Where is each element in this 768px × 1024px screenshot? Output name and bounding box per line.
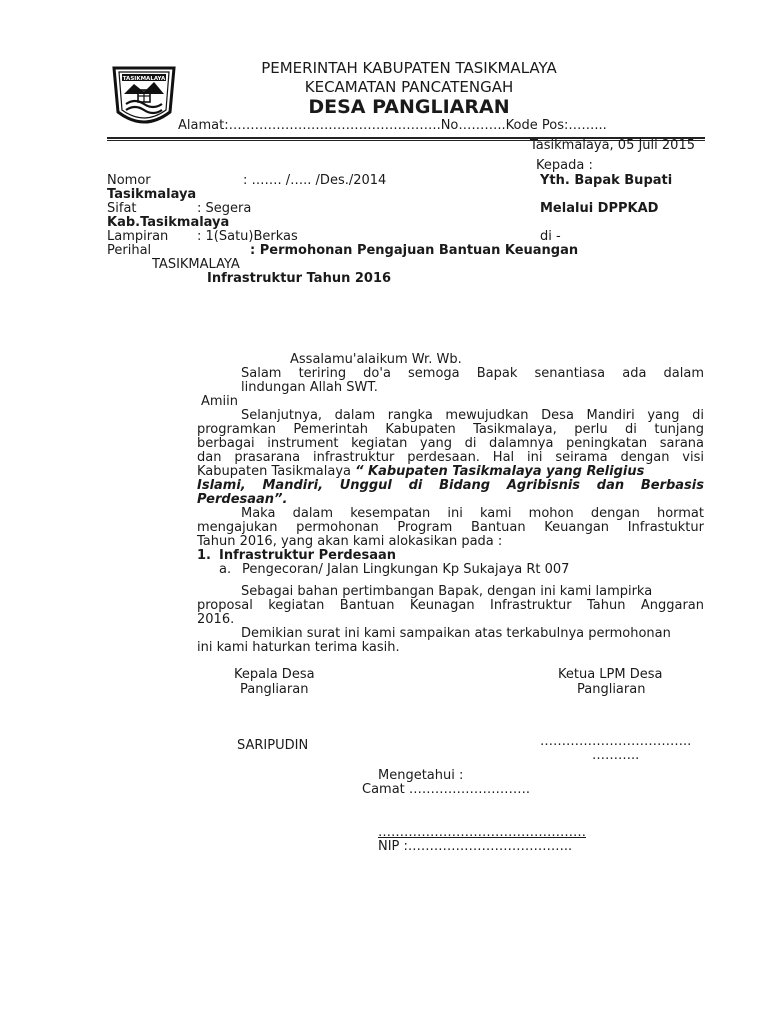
paragraph-2-vision-line: Islami, Mandiri, Unggul di Bidang Agribisnis dan Berbasis [197,478,704,493]
nomor-label: Nomor [107,173,151,188]
list-number: 1. [197,548,211,563]
emblem-label: TASIKMALAYA [122,76,166,82]
paragraph-3-line-2: mengajukan permohonan Program Bantuan Keuangan Infrastuktur [197,520,704,535]
camat-name-line: ………………………………………… [378,825,586,840]
nomor-value: : ……. /….. /Des./2014 [243,173,387,188]
list-title: Infrastruktur Perdesaan [219,548,397,563]
perihal-label: Perihal [107,243,152,258]
signature-right-title-2: Pangliaran [577,682,646,697]
signature-left-title-1: Kepala Desa [234,667,315,682]
paragraph-2-line-4: dan prasarana infrastruktur perdesaan. Hal ini seirama dengan visi [197,450,704,465]
paragraph-2-line-3: berbagai instrument kegiatan yang di dalamnya peningkatan sarana [197,436,704,451]
paragraph-1-line-3: Amiin [201,394,239,409]
letterhead-district: KECAMATAN PANCATENGAH [304,78,514,96]
paragraph-2-line-2: programkan Pemerintah Kabupaten Tasikmalaya, perlu di tunjang [197,422,704,437]
sifat-label: Sifat [107,201,137,216]
camat-title: Camat ………………………. [362,782,531,797]
letterhead-government: PEMERINTAH KABUPATEN TASIKMALAYA [261,59,557,77]
sifat-value: : Segera [197,201,252,216]
letterhead-village: DESA PANGLIARAN [308,96,510,118]
paragraph-2-line-5 [197,464,644,479]
lampiran-value: : 1(Satu)Berkas [197,229,298,244]
recipient-line-3-wrap: TASIKMALAYA [152,257,240,272]
paragraph-1-line-1: Salam teriring do'a semoga Bapak senantiasa ada dalam [241,366,704,381]
paragraph-1-line-2: lindungan Allah SWT. [241,380,378,395]
paragraph-4-line-2: proposal kegiatan Bantuan Keunagan Infrastruktur Tahun Anggaran [197,598,704,613]
lampiran-label: Lampiran [107,229,169,244]
acknowledged-label: Mengetahui : [378,768,464,783]
paragraph-2-vision-end: Perdesaan”. [197,492,288,507]
list-sub-text: Pengecoran/ Jalan Lingkungan Kp Sukajaya Rt 007 [242,562,570,577]
paragraph-4-line-3: 2016. [197,612,235,627]
signature-right-name-line-1: …………………………….. [540,734,692,749]
place-date: Tasikmalaya, 05 Juli 2015 [530,138,695,153]
perihal-value-continued: Infrastruktur Tahun 2016 [207,271,392,286]
camat-nip: NIP :……………………………….. [378,839,573,854]
regency-emblem-icon [108,60,180,132]
paragraph-5-line-1: Demikian surat ini kami sampaikan atas terkabulnya permohonan [241,626,671,641]
paragraph-5-line-2: ini kami haturkan terima kasih. [197,640,400,655]
signature-right-title-1: Ketua LPM Desa [558,667,663,682]
letterhead-address: Alamat:………………………………………….No………..Kode Pos:……... [178,118,607,133]
signature-right-name-line-2: ……….. [592,748,640,763]
paragraph-3-line-3: Tahun 2016, yang akan kami alokasikan pada : [197,534,503,549]
recipient-line-3: di - [540,229,561,244]
paragraph-2-vision-start: “ Kabupaten Tasikmalaya yang Religius [355,464,645,479]
paragraph-2-line-1: Selanjutnya, dalam rangka mewujudkan Desa Mandiri yang di [241,408,704,423]
signature-left-name: SARIPUDIN [237,738,309,753]
paragraph-4-line-1: Sebagai bahan pertimbangan Bapak, dengan ini kami lampirka [241,584,653,599]
greeting: Assalamu'alaikum Wr. Wb. [290,352,462,367]
recipient-line-1: Yth. Bapak Bupati [540,173,673,188]
list-sub-letter: a. [219,562,232,577]
paragraph-3-line-1: Maka dalam kesempatan ini kami mohon dengan hormat [241,506,704,521]
recipient-line-2: Melalui DPPKAD [540,201,659,216]
recipient-kepada: Kepada : [536,158,593,173]
perihal-value: : Permohonan Pengajuan Bantuan Keuangan [250,243,579,258]
paragraph-2-line-5-plain: Kabupaten Tasikmalaya [197,464,356,479]
signature-left-title-2: Pangliaran [240,682,309,697]
recipient-line-2-wrap: Kab.Tasikmalaya [107,215,230,230]
recipient-line-1-wrap: Tasikmalaya [107,187,197,202]
